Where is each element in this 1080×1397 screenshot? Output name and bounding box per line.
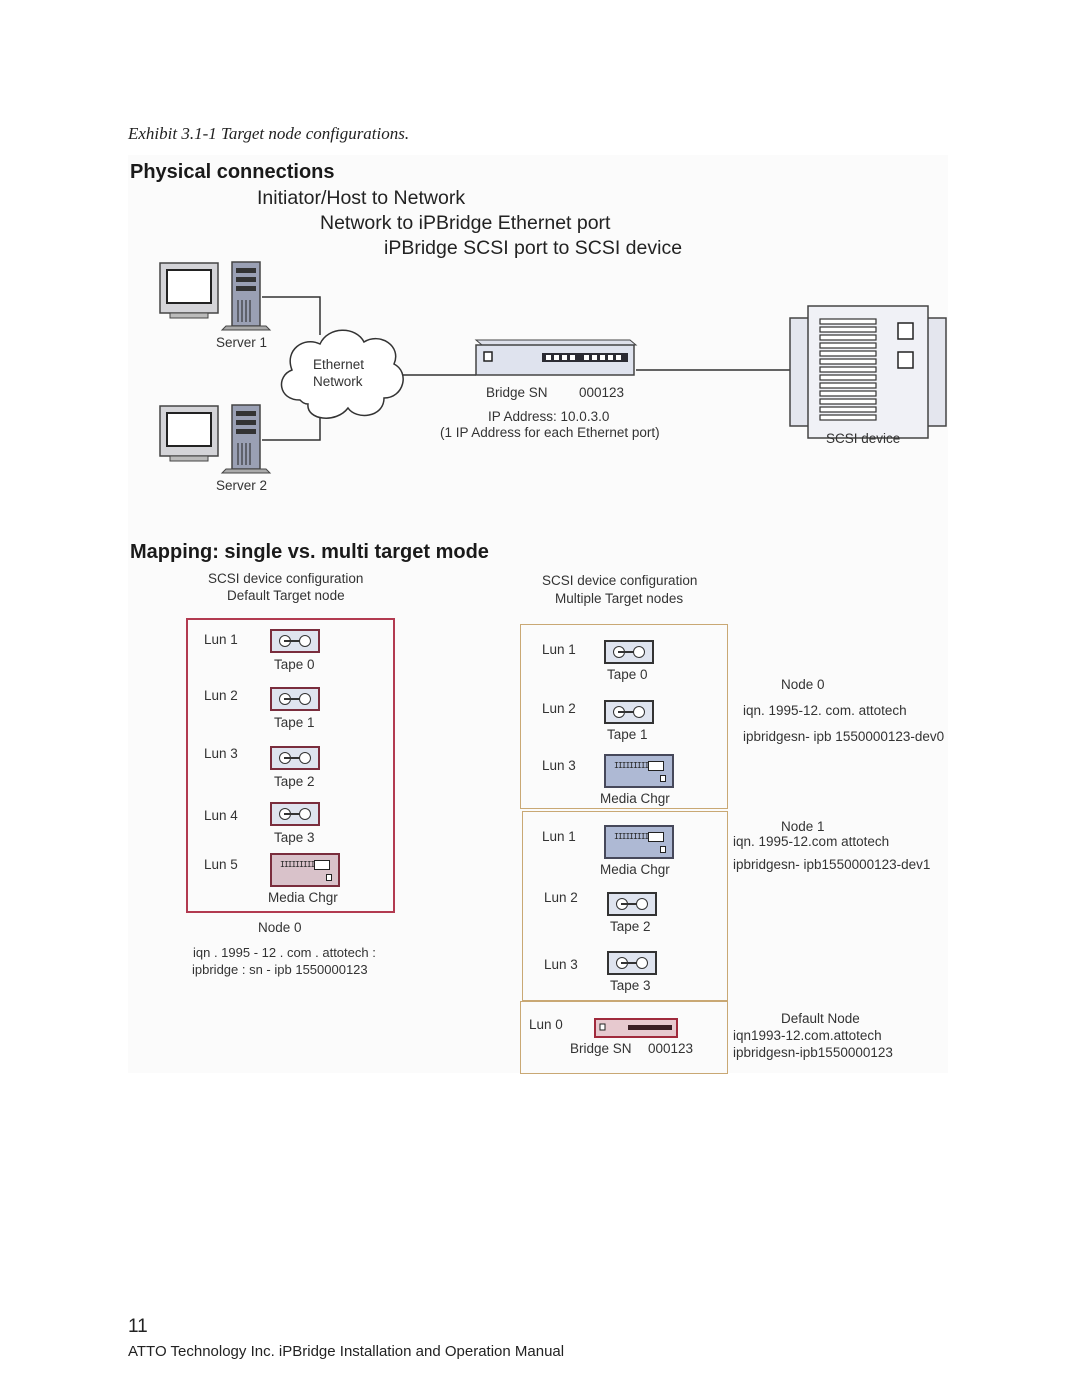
ethernet-label-2: Network <box>313 374 363 389</box>
left-config-subtitle: Default Target node <box>227 588 345 603</box>
tape-drive-icon <box>270 746 320 770</box>
server-2-icon <box>160 405 270 473</box>
node1-lun-1: Lun 1 <box>542 829 576 844</box>
node1-lun-3: Lun 3 <box>544 957 578 972</box>
right-config-title: SCSI device configuration <box>542 573 698 588</box>
media-changer-icon: IIIIIIIII <box>270 853 340 887</box>
node0-lun-2: Lun 2 <box>542 701 576 716</box>
node0-iqn-line-2: ipbridgesn- ipb 1550000123-dev0 <box>743 729 945 744</box>
tape-drive-icon <box>270 687 320 711</box>
tape-drive-icon <box>604 700 654 724</box>
page-number: 11 <box>128 1316 148 1337</box>
left-lun-5: Lun 5 <box>204 857 238 872</box>
ip-note: (1 IP Address for each Ethernet port) <box>440 425 660 440</box>
left-device-4: Tape 3 <box>274 830 315 845</box>
server-1-icon <box>160 262 270 330</box>
left-device-2: Tape 1 <box>274 715 315 730</box>
physical-connections-heading: Physical connections <box>130 161 335 183</box>
default-node-iqn-line-2: ipbridgesn-ipb1550000123 <box>733 1045 893 1060</box>
server-2-label: Server 2 <box>216 478 268 493</box>
scsi-device-label: SCSI device <box>826 431 901 446</box>
tape-drive-icon <box>607 951 657 975</box>
node0-iqn-line-1: iqn. 1995-12. com. attotech <box>743 703 907 718</box>
tape-drive-icon <box>604 640 654 664</box>
bridge-sn-value: 000123 <box>579 385 625 400</box>
node1-device-1: Media Chgr <box>600 862 670 877</box>
node1-device-2: Tape 2 <box>610 919 651 934</box>
default-node-lun: Lun 0 <box>529 1017 563 1032</box>
left-iqn-line-1: iqn . 1995 - 12 . com . attotech : <box>193 945 376 960</box>
node1-device-3: Tape 3 <box>610 978 651 993</box>
left-iqn-line-2: ipbridge : sn - ipb 1550000123 <box>192 962 368 977</box>
ipbridge-mini-icon <box>594 1018 678 1038</box>
tape-drive-icon <box>607 892 657 916</box>
ip-address: IP Address: 10.0.3.0 <box>488 409 610 424</box>
left-lun-3: Lun 3 <box>204 746 238 761</box>
left-device-1: Tape 0 <box>274 657 315 672</box>
physical-line-1: Initiator/Host to Network <box>257 187 466 209</box>
node0-device-2: Tape 1 <box>607 727 648 742</box>
default-node-label: Default Node <box>781 1011 860 1026</box>
tape-drive-icon <box>270 802 320 826</box>
node0-label: Node 0 <box>781 677 825 692</box>
left-config-title: SCSI device configuration <box>208 571 364 586</box>
bridge-sn-label: Bridge SN <box>486 385 548 400</box>
footer-text: ATTO Technology Inc. iPBridge Installation and Operation Manual <box>128 1343 565 1360</box>
node0-lun-3: Lun 3 <box>542 758 576 773</box>
physical-line-2: Network to iPBridge Ethernet port <box>320 212 611 234</box>
node1-label: Node 1 <box>781 819 825 834</box>
media-changer-icon: IIIIIIIII <box>604 825 674 859</box>
physical-line-3: iPBridge SCSI port to SCSI device <box>384 237 683 259</box>
default-node-bridge-label: Bridge SN <box>570 1041 632 1056</box>
right-config-subtitle: Multiple Target nodes <box>555 591 684 606</box>
mapping-heading: Mapping: single vs. multi target mode <box>130 541 489 563</box>
figure-caption: Exhibit 3.1-1 Target node configurations. <box>128 124 410 143</box>
left-lun-2: Lun 2 <box>204 688 238 703</box>
node1-lun-2: Lun 2 <box>544 890 578 905</box>
default-node-bridge-value: 000123 <box>648 1041 694 1056</box>
node0-device-3: Media Chgr <box>600 791 670 806</box>
ipbridge-device-icon <box>476 340 636 375</box>
tape-drive-icon <box>270 629 320 653</box>
left-device-3: Tape 2 <box>274 774 315 789</box>
scsi-device-icon <box>790 306 946 438</box>
default-node-iqn-line-1: iqn1993-12.com.attotech <box>733 1028 882 1043</box>
left-lun-4: Lun 4 <box>204 808 238 823</box>
left-lun-1: Lun 1 <box>204 632 238 647</box>
node1-iqn-line-1: iqn. 1995-12.com attotech <box>733 834 890 849</box>
server-1-label: Server 1 <box>216 335 268 350</box>
node0-device-1: Tape 0 <box>607 667 648 682</box>
node0-lun-1: Lun 1 <box>542 642 576 657</box>
node1-iqn-line-2: ipbridgesn- ipb1550000123-dev1 <box>733 857 931 872</box>
left-device-5: Media Chgr <box>268 890 338 905</box>
ethernet-label-1: Ethernet <box>313 357 365 372</box>
left-node-label: Node 0 <box>258 920 302 935</box>
media-changer-icon: IIIIIIIII <box>604 754 674 788</box>
